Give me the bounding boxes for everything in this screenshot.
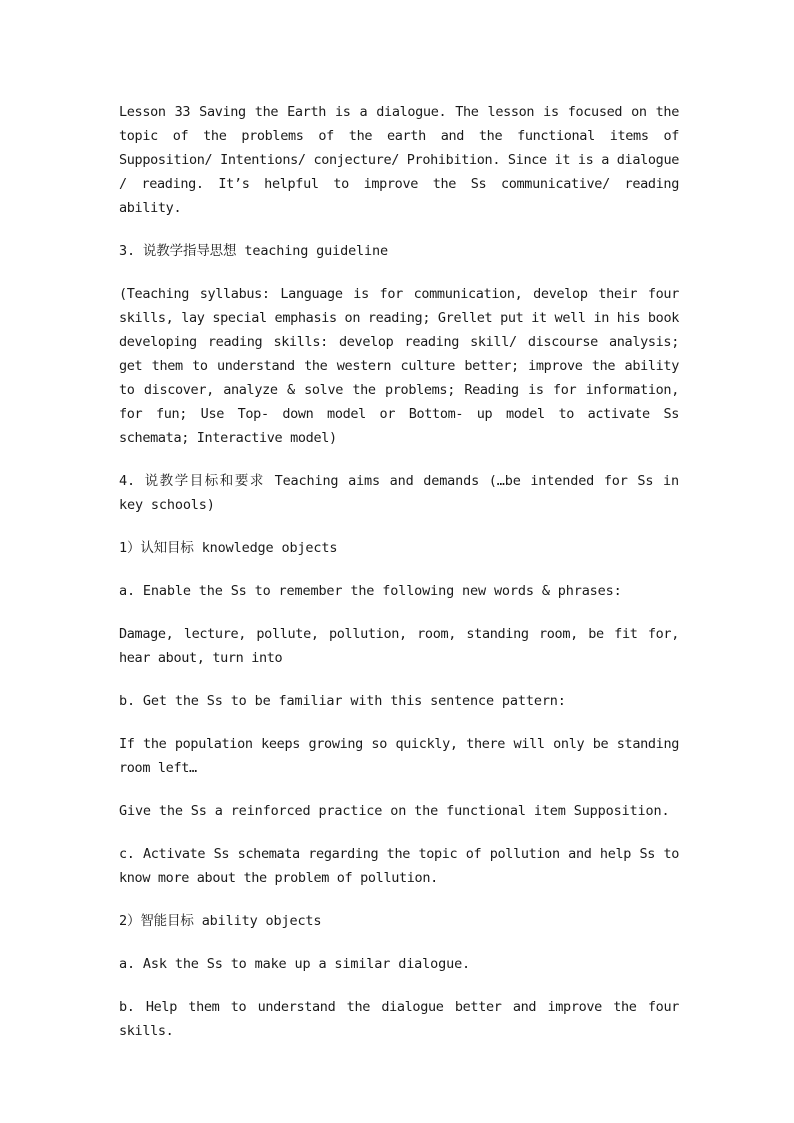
- vocabulary-list: Damage, lecture, pollute, pollution, room, standing room, be fit for, hear about, turn into: [119, 626, 679, 666]
- four-skills-task: b. Help them to understand the dialogue better and improve the four skills.: [119, 999, 679, 1039]
- dialogue-task: a. Ask the Ss to make up a similar dialogue.: [119, 956, 471, 972]
- document-body: [119, 100, 679, 1062]
- schemata-paragraph: c. Activate Ss schemata regarding the topic of pollution and help Ss to know more about the problem of pollution.: [119, 846, 679, 886]
- sentence-pattern-instruction: b. Get the Ss to be familiar with this sentence pattern:: [119, 693, 566, 709]
- supposition-practice: Give the Ss a reinforced practice on the functional item Supposition.: [119, 803, 670, 819]
- teaching-syllabus-paragraph: (Teaching syllabus: Language is for communication, develop their four skills, lay special emphasis on reading; Grellet put it well in his book developing reading skills: develop reading skill/ discourse analysis; get them to understand the western culture better; improve the ability to discover, analyze & solve the problems; Reading is for information, for fun; Use Top- down model or Bottom- up model to activate Ss schemata; Interactive model): [119, 286, 679, 446]
- new-words-instruction: a. Enable the Ss to remember the following new words & phrases:: [119, 583, 622, 599]
- knowledge-objects-heading: 1）认知目标 knowledge objects: [119, 540, 338, 556]
- ability-objects-heading: 2）智能目标 ability objects: [119, 913, 322, 929]
- teaching-guideline-heading: 3. 说教学指导思想 teaching guideline: [119, 243, 388, 259]
- lesson-intro-paragraph: Lesson 33 Saving the Earth is a dialogue. The lesson is focused on the topic of the problems of the earth and the functional items of Supposition/ Intentions/ conjecture/ Prohibition. Since it is a dialogue / reading. It’s helpful to improve the Ss communicative/ reading ability.: [119, 104, 679, 216]
- teaching-aims-heading: 4. 说教学目标和要求 Teaching aims and demands (…be intended for Ss in key schools): [119, 473, 679, 513]
- sentence-pattern-example: If the population keeps growing so quickly, there will only be standing room left…: [119, 736, 679, 776]
